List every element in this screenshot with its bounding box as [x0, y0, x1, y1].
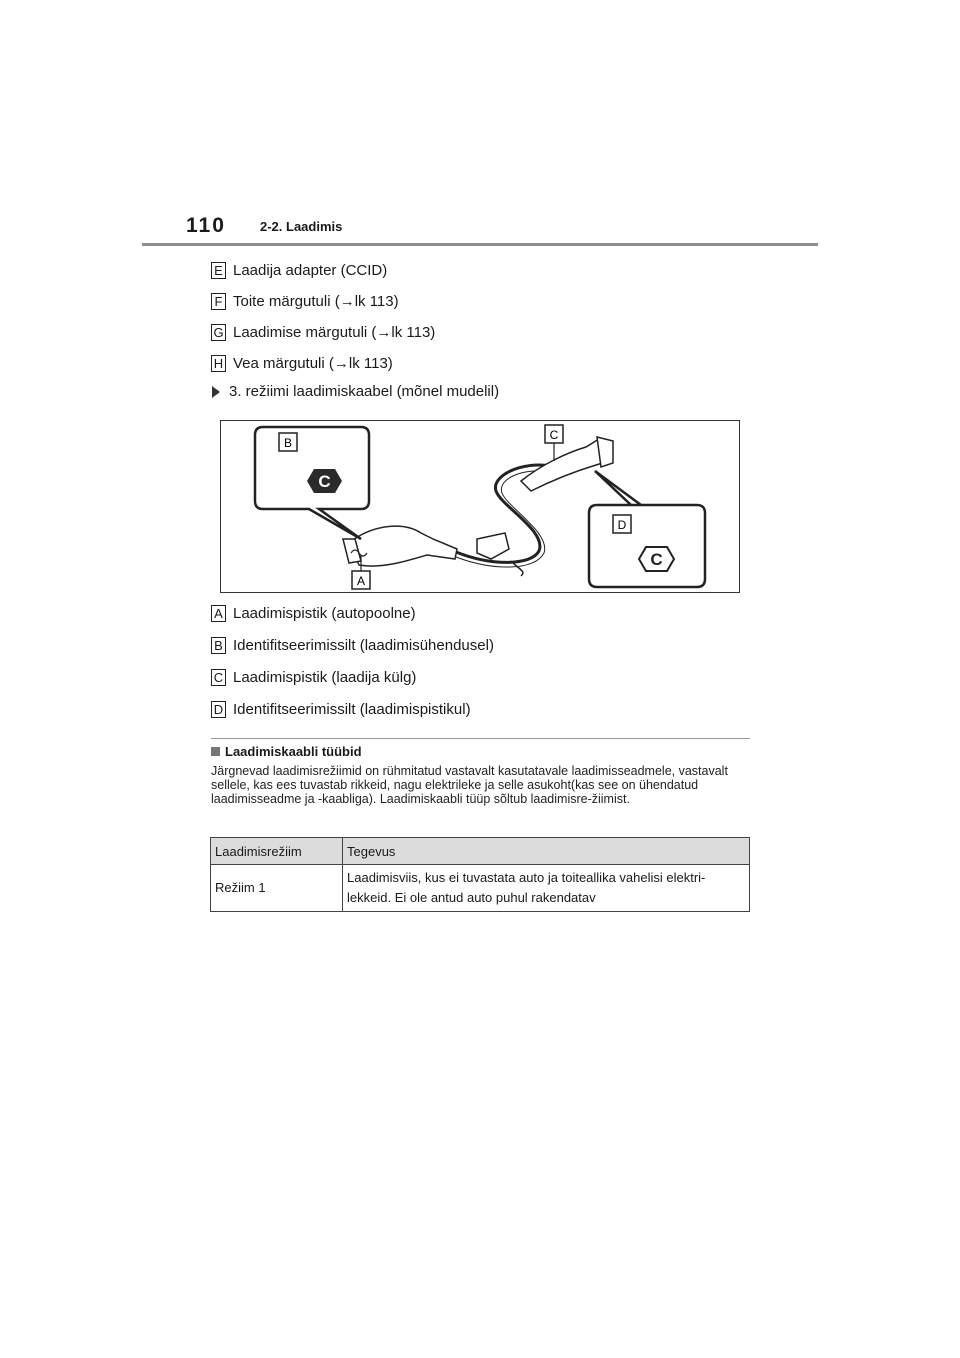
- control-box: [477, 533, 509, 559]
- legend-text: Laadimispistik (laadija külg): [233, 668, 417, 686]
- legend-text: Laadimise märgutuli (→lk 113): [233, 323, 436, 341]
- section-paragraph: Järgnevad laadimisrežiimid on rühmitatud vastavalt kasutatavale laadimisseadmele, vastavalt sellele, kas ees tuvastab rikkeid, nagu elektrileke ja selle asukoht(kas see on ühendatud laadimisseadme ja -kaabliga). Laadimiskaabli tüüp sõltub laadimisre-žiimist.: [211, 764, 728, 806]
- key-label: D: [211, 701, 226, 718]
- legend-text: Toite märgutuli (→lk 113): [233, 292, 399, 310]
- table-header-cell: Tegevus: [343, 838, 750, 865]
- legend-item-g: [211, 322, 435, 342]
- legend-item-b: [211, 635, 494, 655]
- legend-text: Vea märgutuli (→lk 113): [233, 354, 393, 372]
- legend-text: Identifitseerimissilt (laadimispistikul): [233, 700, 471, 718]
- legend-item-c: [211, 667, 416, 687]
- legend-item-a: [211, 603, 416, 623]
- table-cell: Režiim 1: [211, 865, 343, 912]
- section-heading-text: Laadimiskaabli tüübid: [225, 744, 362, 759]
- legend-item-d: [211, 699, 471, 719]
- charging-cable-illustration: [220, 420, 740, 593]
- legend-text: Laadija adapter (CCID): [233, 261, 388, 279]
- key-label: C: [211, 669, 226, 686]
- legend-text: Identifitseerimissilt (laadimisühendusel): [233, 636, 494, 654]
- cable-drawing: [221, 421, 739, 592]
- table-header-row: [211, 838, 750, 865]
- key-a-text: A: [356, 574, 366, 588]
- key-label: F: [211, 293, 226, 310]
- key-label: G: [211, 324, 226, 341]
- section-divider: [211, 738, 750, 739]
- table-row: [211, 865, 750, 912]
- key-label: B: [211, 637, 226, 654]
- legend-item-e: [211, 260, 387, 280]
- legend-text: Laadimispistik (autopoolne): [233, 604, 416, 622]
- table-header-cell: Laadimisrežiim: [211, 838, 343, 865]
- charging-mode-table: [210, 837, 750, 912]
- section-title: 2-2. Laadimis: [260, 219, 343, 234]
- page-number: 110: [186, 214, 226, 237]
- section-heading: [211, 744, 362, 759]
- key-c-text: C: [549, 428, 559, 442]
- subheading-text: 3. režiimi laadimiskaabel (mõnel mudelil): [229, 383, 500, 400]
- key-label: A: [211, 605, 226, 622]
- key-label: E: [211, 262, 226, 279]
- legend-item-h: [211, 353, 393, 373]
- connector-symbol-filled: C: [318, 472, 331, 491]
- subheading: [212, 383, 499, 400]
- key-d-text: D: [617, 518, 627, 532]
- vehicle-plug: [349, 526, 457, 566]
- triangle-bullet-icon: [212, 386, 220, 398]
- key-label: H: [211, 355, 226, 372]
- connector-symbol-outline: C: [650, 550, 663, 569]
- table-cell: Laadimisviis, kus ei tuvastata auto ja toiteallika vahelisi elektri-lekkeid. Ei ole antud auto puhul rakendatav: [343, 865, 750, 912]
- square-bullet-icon: [211, 747, 220, 756]
- header-divider: [142, 243, 818, 246]
- legend-item-f: [211, 291, 399, 311]
- key-b-text: B: [283, 436, 293, 450]
